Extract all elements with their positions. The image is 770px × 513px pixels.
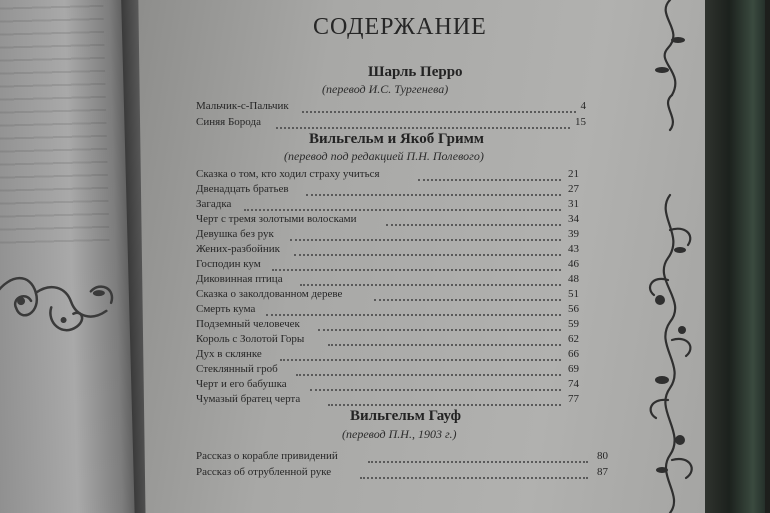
- leader-dots: [266, 312, 561, 316]
- toc-entry: [196, 100, 586, 114]
- leader-dots: [368, 459, 588, 463]
- leader-dots: [300, 282, 561, 286]
- toc-entry: [196, 228, 579, 242]
- entry-page: 31: [568, 198, 579, 210]
- entry-title: Двенадцать братьев: [196, 183, 289, 195]
- section-author: Вильгельм Гауф: [350, 408, 462, 424]
- section-translator: (перевод И.С. Тургенева): [322, 82, 449, 96]
- leader-dots: [360, 475, 588, 479]
- toc-entry: [196, 258, 579, 272]
- entry-title: Черт и его бабушка: [196, 378, 287, 390]
- entry-title: Стеклянный гроб: [196, 363, 278, 375]
- leader-dots: [294, 252, 561, 256]
- toc-entry: [196, 363, 579, 377]
- toc-entry: [196, 333, 579, 347]
- entry-page: 74: [568, 378, 579, 390]
- toc-entry: [196, 303, 579, 317]
- entry-title: Сказка о заколдованном дереве: [196, 288, 343, 300]
- leader-dots: [386, 222, 561, 226]
- toc-entry: [196, 318, 579, 332]
- toc-entry: [196, 198, 579, 212]
- entry-title: Смерть кума: [196, 303, 256, 315]
- toc-entry: [196, 348, 579, 362]
- entry-page: 80: [597, 450, 608, 462]
- entry-page: 56: [568, 303, 579, 315]
- toc-entry: [196, 466, 608, 480]
- leader-dots: [418, 177, 561, 181]
- entry-title: Король с Золотой Горы: [196, 333, 305, 345]
- leader-dots: [290, 237, 561, 241]
- leader-dots: [328, 342, 561, 346]
- leader-dots: [244, 207, 561, 211]
- section-author: Вильгельм и Якоб Гримм: [309, 131, 485, 147]
- entry-title: Черт с тремя золотыми волосками: [196, 213, 357, 225]
- entry-page: 46: [568, 258, 579, 270]
- entry-title: Чумазый братец черта: [196, 393, 301, 405]
- entry-title: Сказка о том, кто ходил страху учиться: [196, 168, 380, 180]
- entry-page: 34: [568, 213, 579, 225]
- leader-dots: [302, 109, 576, 113]
- leader-dots: [318, 327, 561, 331]
- entry-title: Господин кум: [196, 258, 261, 270]
- entry-page: 77: [568, 393, 579, 405]
- toc-entry: [196, 288, 579, 302]
- entry-title: Мальчик-с-Пальчик: [196, 100, 289, 112]
- toc-entry: [196, 116, 586, 130]
- section-translator: (перевод под редакцией П.Н. Полевого): [284, 149, 484, 163]
- section-author: Шарль Перро: [368, 64, 463, 80]
- toc-entry: [196, 168, 579, 182]
- page-title: СОДЕРЖАНИЕ: [313, 14, 487, 40]
- entry-page: 15: [575, 116, 586, 128]
- entry-title: Подземный человечек: [196, 318, 300, 330]
- toc-entry: [196, 393, 579, 407]
- entry-page: 4: [580, 100, 586, 112]
- section-translator: (перевод П.Н., 1903 г.): [342, 427, 457, 441]
- toc-entry: [196, 243, 579, 257]
- leader-dots: [310, 387, 561, 391]
- entry-page: 87: [597, 466, 608, 478]
- entry-title: Дух в склянке: [196, 348, 262, 360]
- leader-dots: [296, 372, 561, 376]
- entry-title: Рассказ о корабле привидений: [196, 450, 338, 462]
- entry-page: 69: [568, 363, 579, 375]
- leader-dots: [276, 125, 570, 129]
- entry-title: Загадка: [196, 198, 232, 210]
- toc-entry: [196, 378, 579, 392]
- entry-title: Жених-разбойник: [196, 243, 280, 255]
- entry-page: 27: [568, 183, 579, 195]
- leader-dots: [328, 402, 561, 406]
- leader-dots: [280, 357, 561, 361]
- entry-title: Девушка без рук: [196, 228, 274, 240]
- entry-page: 43: [568, 243, 579, 255]
- toc-entry: [196, 450, 608, 464]
- entry-page: 59: [568, 318, 579, 330]
- entry-page: 21: [568, 168, 579, 180]
- entry-title: Синяя Борода: [196, 116, 261, 128]
- entry-title: Диковинная птица: [196, 273, 283, 285]
- entry-title: Рассказ об отрубленной руке: [196, 466, 332, 478]
- leader-dots: [306, 192, 561, 196]
- toc-entry: [196, 273, 579, 287]
- entry-page: 66: [568, 348, 579, 360]
- toc-entry: [196, 213, 579, 227]
- entry-page: 51: [568, 288, 579, 300]
- toc-entry: [196, 183, 579, 197]
- entry-page: 62: [568, 333, 579, 345]
- entry-page: 39: [568, 228, 579, 240]
- entry-page: 48: [568, 273, 579, 285]
- leader-dots: [272, 267, 561, 271]
- leader-dots: [374, 297, 561, 301]
